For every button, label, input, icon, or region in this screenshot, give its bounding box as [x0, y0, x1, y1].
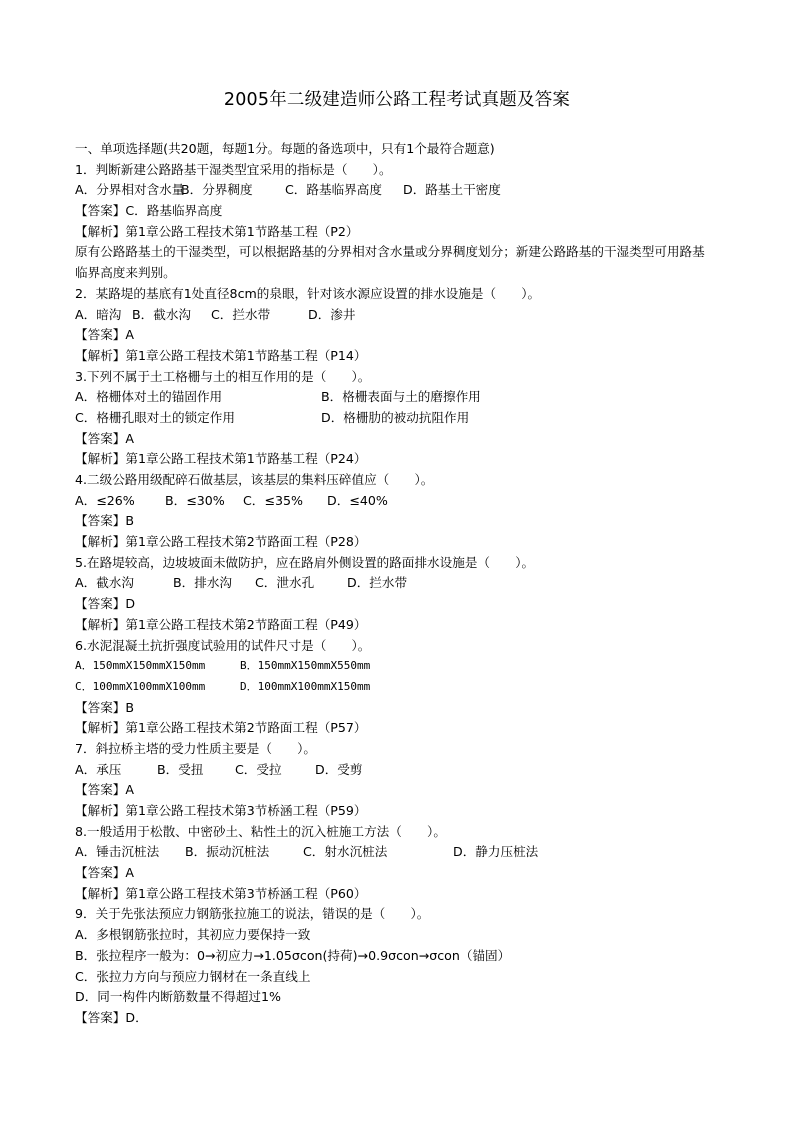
option-d: D．受剪	[315, 761, 363, 777]
option-c: C．路基临界高度	[285, 182, 382, 198]
option-c: C．拦水带	[211, 306, 271, 322]
question-6-answer: 【答案】B	[75, 699, 135, 715]
question-9-answer: 【答案】D．	[75, 1009, 148, 1025]
question-6-options-row-1	[75, 656, 715, 677]
option-c: C．射水沉桩法	[303, 844, 388, 860]
question-2-options	[75, 305, 715, 326]
question-8-analysis: 【解析】第1章公路工程技术第3节桥涵工程（P60）	[75, 885, 367, 901]
option-b: B．受扭	[157, 761, 204, 777]
question-1-options	[75, 180, 715, 201]
question-5-options	[75, 573, 715, 594]
option-a: A．锤击沉桩法	[75, 844, 160, 860]
question-3-answer: 【答案】A	[75, 430, 134, 446]
option-c: C．格栅孔眼对土的锁定作用	[75, 409, 235, 425]
option-d: D．路基土干密度	[403, 182, 501, 198]
question-9-stem: 9．关于先张法预应力钢筋张拉施工的说法，错误的是（ ）。	[75, 906, 430, 922]
question-7-stem: 7．斜拉桥主塔的受力性质主要是（ ）。	[75, 740, 316, 756]
document-body	[75, 139, 715, 1029]
question-6-stem: 6.水泥混凝土抗折强度试验用的试件尺寸是（ ）。	[75, 637, 371, 653]
question-3-analysis: 【解析】第1章公路工程技术第1节路基工程（P24）	[75, 451, 367, 467]
question-8-answer: 【答案】A	[75, 865, 134, 881]
option-b: B．150mmX150mmX550mm	[240, 659, 371, 673]
option-d: D．100mmX100mmX150mm	[240, 679, 371, 693]
question-2-analysis: 【解析】第1章公路工程技术第1节路基工程（P14）	[75, 347, 367, 363]
question-4-answer: 【答案】B	[75, 513, 135, 529]
option-c: C．泄水孔	[255, 575, 315, 591]
option-a: A．150mmX150mmX150mm	[75, 659, 206, 673]
option-c: C．≤35%	[243, 492, 303, 508]
option-d: D．≤40%	[327, 492, 388, 508]
option-c: C．受拉	[235, 761, 282, 777]
option-b: B．张拉程序一般为：0→初应力→1.05σcon(持荷)→0.9σcon→σcon（锚固）	[75, 947, 511, 963]
question-6-analysis: 【解析】第1章公路工程技术第2节路面工程（P57）	[75, 720, 367, 736]
question-7-options	[75, 760, 715, 781]
question-4-analysis: 【解析】第1章公路工程技术第2节路面工程（P28）	[75, 534, 367, 550]
option-a: A．截水沟	[75, 575, 134, 591]
option-a: A．分界相对含水量	[75, 182, 185, 198]
question-3-options-row-2	[75, 408, 715, 429]
document-title: 2005年二级建造师公路工程考试真题及答案	[223, 90, 571, 110]
option-c: C．100mmX100mmX100mm	[75, 679, 206, 693]
question-4-options	[75, 491, 715, 512]
option-b: B．振动沉桩法	[185, 844, 270, 860]
option-d: D．同一构件内断筋数量不得超过1%	[75, 989, 281, 1005]
option-d: D．渗井	[308, 306, 356, 322]
question-5-analysis: 【解析】第1章公路工程技术第2节路面工程（P49）	[75, 616, 367, 632]
option-a: A．≤26%	[75, 492, 135, 508]
option-d: D．格栅肋的被动抗阻作用	[321, 409, 470, 425]
option-b: B．格栅表面与土的磨擦作用	[321, 389, 481, 405]
option-b: B．排水沟	[173, 575, 233, 591]
question-1-answer: 【答案】C．路基临界高度	[75, 203, 223, 219]
option-a: A．多根钢筋张拉时，其初应力要保持一致	[75, 927, 311, 943]
option-c: C．张拉力方向与预应力钢材在一条直线上	[75, 968, 311, 984]
question-8-stem: 8.一般适用于松散、中密砂土、粘性土的沉入桩施工方法（ ）。	[75, 823, 446, 839]
question-3-stem: 3.下列不属于土工格栅与土的相互作用的是（ ）。	[75, 368, 371, 384]
option-d: D．静力压桩法	[453, 844, 539, 860]
question-2-stem: 2．某路堤的基底有1处直径8cm的泉眼，针对该水源应设置的排水设施是（ ）。	[75, 285, 541, 301]
question-5-stem: 5.在路堤较高，边坡坡面未做防护，应在路肩外侧设置的路面排水设施是（ ）。	[75, 554, 535, 570]
question-4-stem: 4.二级公路用级配碎石做基层，该基层的集料压碎值应（ ）。	[75, 472, 434, 488]
question-8-options	[75, 842, 715, 863]
question-1-stem: 1．判断新建公路路基干湿类型宜采用的指标是（ ）。	[75, 161, 392, 177]
option-b: B．≤30%	[165, 492, 225, 508]
option-d: D．拦水带	[347, 575, 408, 591]
option-a: A．暗沟	[75, 306, 122, 322]
option-a: A．格栅体对土的锚固作用	[75, 389, 223, 405]
question-1-analysis: 【解析】第1章公路工程技术第1节路基工程（P2）	[75, 223, 359, 239]
question-6-options-row-2	[75, 677, 715, 698]
section-header: 一、单项选择题(共20题，每题1分。每题的备选项中，只有1个最符合题意)	[75, 141, 495, 156]
option-b: B．截水沟	[132, 306, 192, 322]
question-7-answer: 【答案】A	[75, 782, 134, 798]
question-7-analysis: 【解析】第1章公路工程技术第3节桥涵工程（P59）	[75, 803, 367, 819]
question-1-explanation: 原有公路路基土的干湿类型，可以根据路基的分界相对含水量或分界稠度划分；新建公路路基的干湿类型可用路基临界高度来判别。	[75, 244, 705, 281]
question-3-options-row-1	[75, 387, 715, 408]
question-2-answer: 【答案】A	[75, 327, 134, 343]
option-b: B．分界稠度	[181, 182, 253, 198]
option-a: A．承压	[75, 761, 122, 777]
question-5-answer: 【答案】D	[75, 596, 136, 612]
